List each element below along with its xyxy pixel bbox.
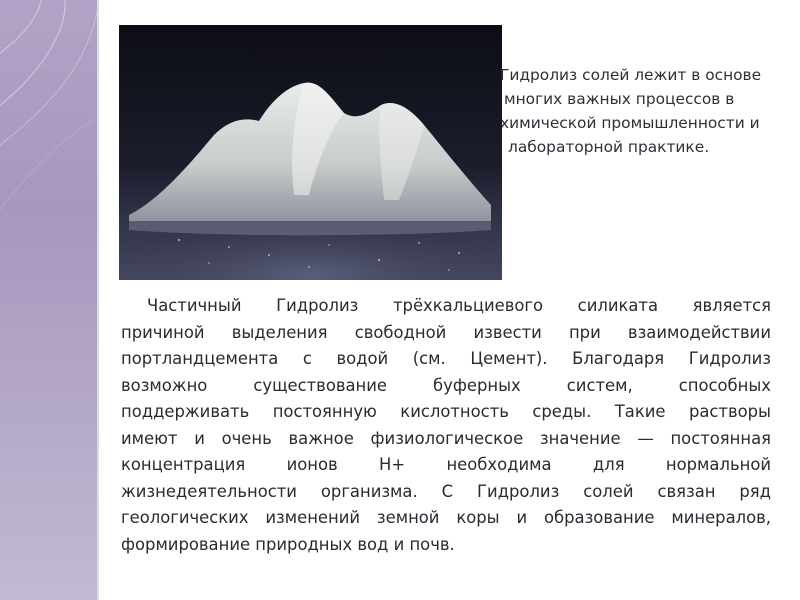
intro-line: многих важных процессов в	[504, 90, 735, 108]
sidebar-divider	[97, 0, 99, 600]
intro-line: Гидролиз солей лежит в основе	[500, 66, 762, 84]
paragraph-line: причиной выделения свободной извести при взаимодействии	[121, 322, 771, 342]
paragraph-line: Частичный Гидролиз трёхкальциевого силиката является	[147, 296, 771, 315]
main-paragraph	[121, 293, 771, 558]
intro-line: химической промышленности и	[500, 114, 760, 132]
sidebar-swirl-decoration	[0, 0, 97, 600]
cement-powder-photo	[119, 25, 502, 280]
decorative-sidebar	[0, 0, 97, 600]
powder-pile-image	[119, 25, 502, 280]
paragraph-line: концентрация ионов Н+ необходима для нормальной	[121, 455, 771, 474]
paragraph-line: формирование природных вод и почв.	[121, 534, 455, 554]
intro-line: лабораторной практике.	[508, 138, 710, 156]
paragraph-line: жизнедеятельности организма. С Гидролиз солей связан ряд	[121, 481, 771, 501]
paragraph-line: поддерживать постоянную кислотность среды. Такие растворы	[121, 402, 771, 421]
paragraph-line: имеют и очень важное физиологическое значение — постоянная	[121, 428, 771, 448]
paragraph-line: возможно существование буферных систем, способных	[121, 375, 771, 395]
paragraph-line: портландцемента с водой (см. Цемент). Благодаря Гидролиз	[121, 349, 771, 368]
intro-paragraph	[500, 63, 800, 159]
paragraph-line: геологических изменений земной коры и образование минералов,	[121, 508, 771, 527]
